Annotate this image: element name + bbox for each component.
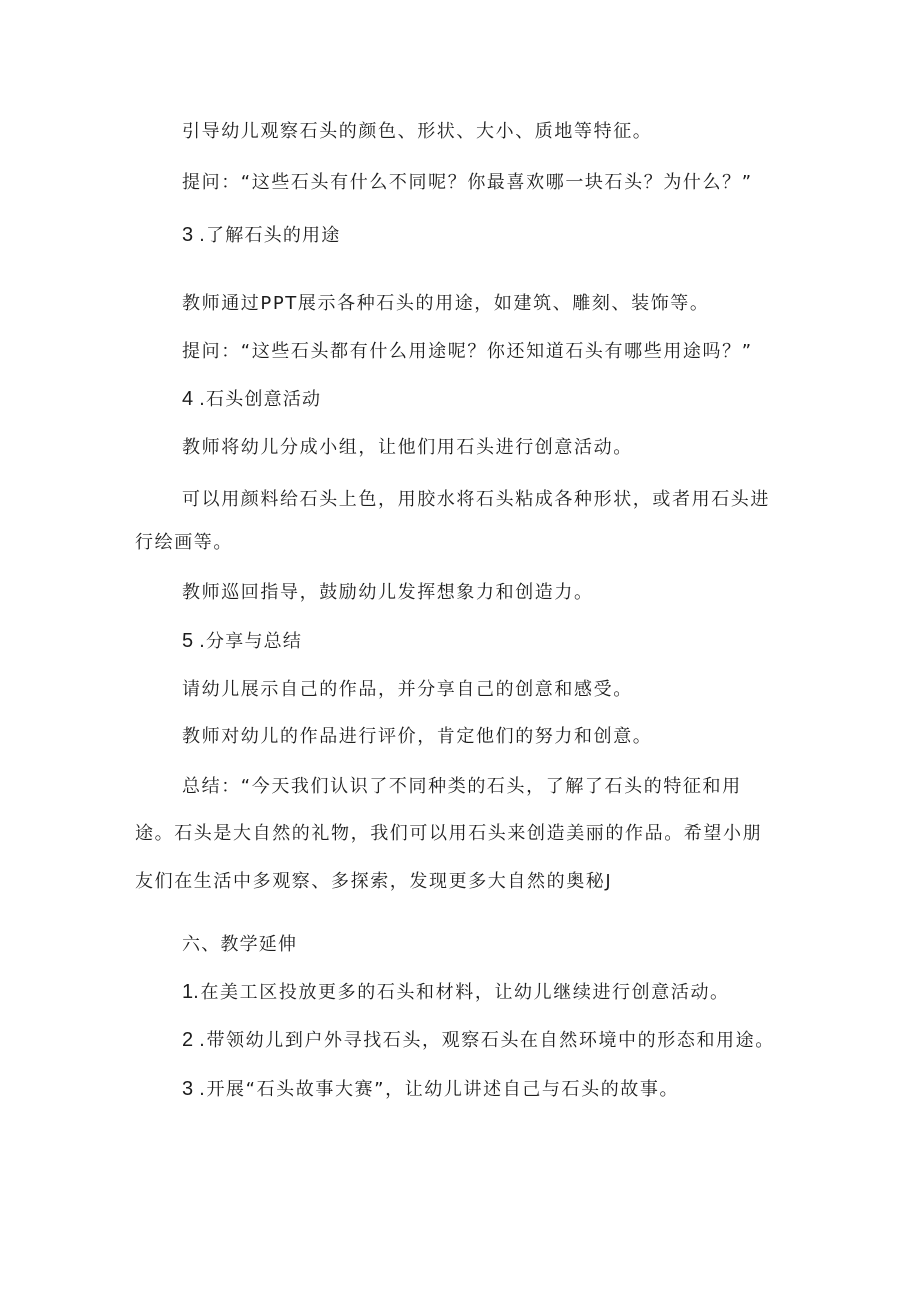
- paragraph-question-1: 提问：“这些石头有什么不同呢？你最喜欢哪一块石头？为什么？”: [182, 172, 753, 193]
- list-text: .带领幼儿到户外寻找石头，观察石头在自然环境中的形态和用途。: [199, 1030, 775, 1051]
- paragraph-summary-line-1: 总结：“今天我们认识了不同种类的石头，了解了石头的特征和用: [182, 776, 742, 797]
- list-number: 2: [182, 1029, 194, 1051]
- section-heading-5: [182, 628, 302, 655]
- paragraph-activities-line-2: 行绘画等。: [135, 532, 233, 553]
- list-number: 1: [182, 981, 194, 1003]
- paragraph-ppt: 教师通过PPT展示各种石头的用途，如建筑、雕刻、装饰等。: [182, 293, 710, 314]
- section-heading-4: [182, 386, 321, 413]
- paragraph-evaluate: 教师对幼儿的作品进行评价，肯定他们的努力和创意。: [182, 726, 653, 747]
- section-heading-3: [182, 222, 340, 249]
- paragraph-share: 请幼儿展示自己的作品，并分享自己的创意和感受。: [182, 679, 633, 700]
- section-title: .分享与总结: [199, 631, 303, 652]
- paragraph-summary-line-2: 途。石头是大自然的礼物，我们可以用石头来创造美丽的作品。希望小朋: [135, 823, 763, 844]
- paragraph-groups: 教师将幼儿分成小组，让他们用石头进行创意活动。: [182, 437, 633, 458]
- section-number: 4: [182, 388, 194, 410]
- section-title: .了解石头的用途: [199, 225, 341, 246]
- paragraph-observe: 引导幼儿观察石头的颜色、形状、大小、质地等特征。: [182, 121, 653, 142]
- list-item-1: [182, 979, 730, 1006]
- section-number: 3: [182, 224, 194, 246]
- paragraph-guidance: 教师巡回指导，鼓励幼儿发挥想象力和创造力。: [182, 582, 594, 603]
- list-text: .在美工区投放更多的石头和材料，让幼儿继续进行创意活动。: [193, 982, 730, 1003]
- list-text: .开展“石头故事大赛”，让幼儿讲述自己与石头的故事。: [199, 1079, 680, 1100]
- paragraph-summary-line-3: 友们在生活中多观察、多探索，发现更多大自然的奥秘J: [135, 871, 613, 892]
- list-item-2: [182, 1027, 775, 1054]
- paragraph-question-2: 提问：“这些石头都有什么用途呢？你还知道石头有哪些用途吗？”: [182, 341, 753, 362]
- paragraph-activities-line-1: 可以用颜料给石头上色，用胶水将石头粘成各种形状，或者用石头进: [182, 489, 770, 510]
- section-title: .石头创意活动: [199, 389, 322, 410]
- list-item-3: [182, 1076, 679, 1103]
- list-number: 3: [182, 1078, 194, 1100]
- section-number: 5: [182, 630, 194, 652]
- section-heading-extension: 六、教学延伸: [182, 934, 298, 955]
